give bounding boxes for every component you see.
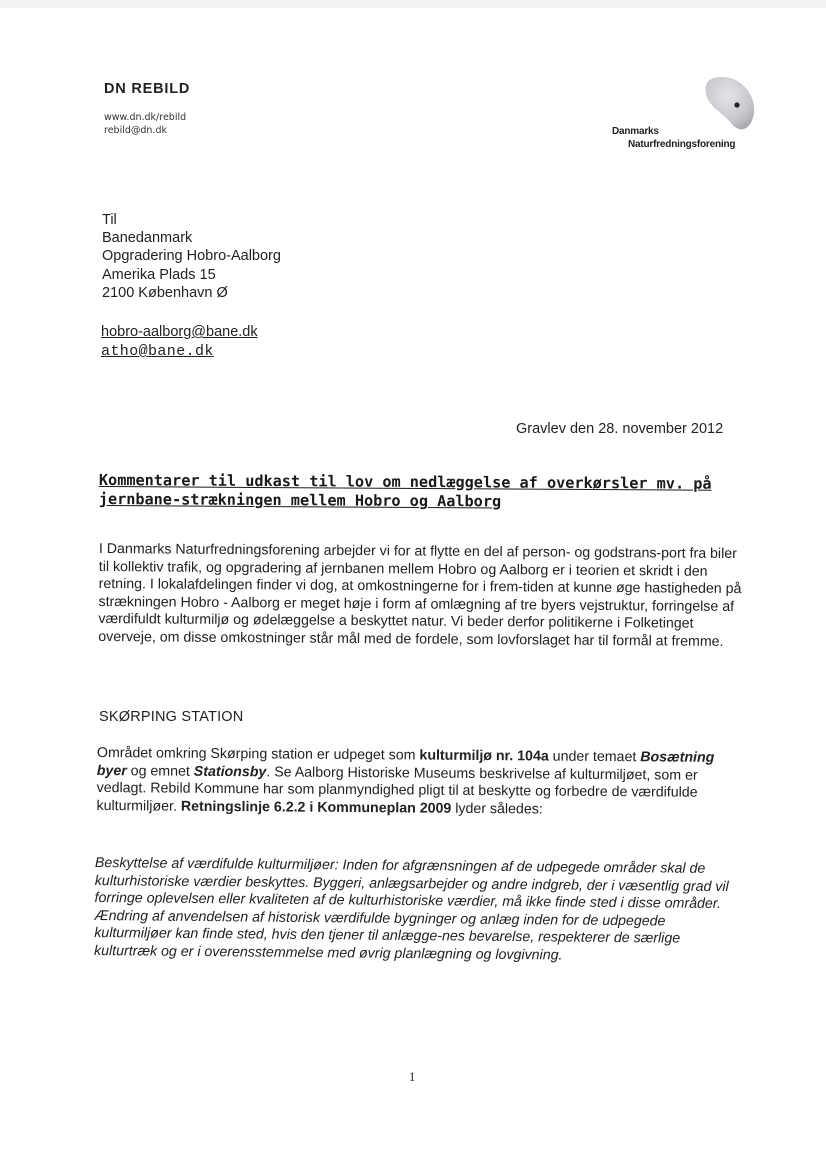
section-paragraph: [96, 745, 745, 820]
paragraph-text: og emnet: [126, 762, 194, 780]
recipient-address: [102, 211, 281, 302]
logo-text-line1: Danmarks: [612, 126, 659, 137]
paragraph-text: . Se Aalborg Historiske Museums beskrivelse af kulturmiljøet, som er vedlagt. Rebild Kommune har som planmyndighed pligt til at beskytte og forbedre de værdifulde kulturmiljøer.: [96, 763, 698, 815]
org-website: www.dn.dk/rebild: [104, 112, 187, 123]
recipient-email-link[interactable]: hobro-aalborg@bane.dk: [101, 324, 258, 340]
quote-paragraph: Beskyttelse af værdifulde kulturmiljøer: Inden for afgrænsningen af de udpegede områder skal de kulturhistoriske værdier beskyttes. Byggeri, anlægsarbejder og andre indgreb, der i væsentlig grad vil forringe oplevelsen eller kvaliteten af de kulturhistoriske værdier, må ikke finde sted i disse områder. Ændring af anvendelsen af historisk værdifulde bygninger og anlæg inden for de udpegede kulturmiljøer kan finde sted, hvis den tjener til anlægge-nes bevarelse, respekterer de særlige kulturtræk og er i overensstemmelse med øvrig planlægning og lovgivning.: [94, 855, 729, 964]
org-email: rebild@dn.dk: [104, 125, 167, 136]
recipient-line: 2100 København Ø: [102, 284, 228, 301]
page-number: 1: [409, 1070, 416, 1084]
intro-paragraph: I Danmarks Naturfredningsforening arbejder vi for at flytte en del af person- og godstrans-port fra biler til kollektiv trafik, og opgradering af jernbanen mellem Hobro og Aalborg er i teorien et skridt i den retning. I lokalafdelingen finder vi dog, at omkostningerne for i frem-tiden at kunne øge hastigheden på strækningen Hobro - Aalborg er meget høje i form af omlægning af tre byers vejstruktur, forringelse af værdifuldt kulturmiljø og ødelæggelse a beskyttet natur. Vi beder derfor politikerne i Folketinget overveje, om disse omkostninger står mål med de fordele, som lovforslaget har til formål at fremme.: [98, 541, 742, 650]
recipient-line: Til: [102, 212, 117, 228]
paragraph-text: lyder således:: [451, 800, 543, 818]
paragraph-bold-italic: Stationsby: [193, 763, 267, 780]
recipient-line: Banedanmark: [102, 230, 193, 247]
paragraph-bold: kulturmiljø nr. 104a: [419, 747, 549, 765]
paragraph-bold: Retningslinje 6.2.2 i Kommuneplan 2009: [180, 798, 452, 817]
dn-logo-icon: [700, 72, 758, 136]
org-name: DN REBILD: [104, 81, 191, 97]
paragraph-bold-italic: Bosætning byer: [96, 749, 715, 779]
scan-edge: [0, 0, 826, 8]
logo-text-line2: Naturfredningsforening: [628, 139, 736, 150]
paragraph-text: Området omkring Skørping station er udpeget som: [96, 745, 420, 764]
paragraph-text: under temaet: [548, 748, 641, 766]
recipient-line: Opgradering Hobro-Aalborg: [102, 248, 281, 265]
recipient-emails: [101, 323, 258, 361]
letter-subject: Kommentarer til udkast til lov om nedlæggelse af overkørsler mv. på jernbane-strækningen mellem Hobro og Aalborg: [98, 471, 712, 511]
letter-date: Gravlev den 28. november 2012: [516, 421, 724, 437]
recipient-email-link[interactable]: atho@bane.dk: [101, 343, 214, 360]
recipient-line: Amerika Plads 15: [102, 266, 216, 283]
section-heading: SKØRPING STATION: [99, 709, 244, 725]
